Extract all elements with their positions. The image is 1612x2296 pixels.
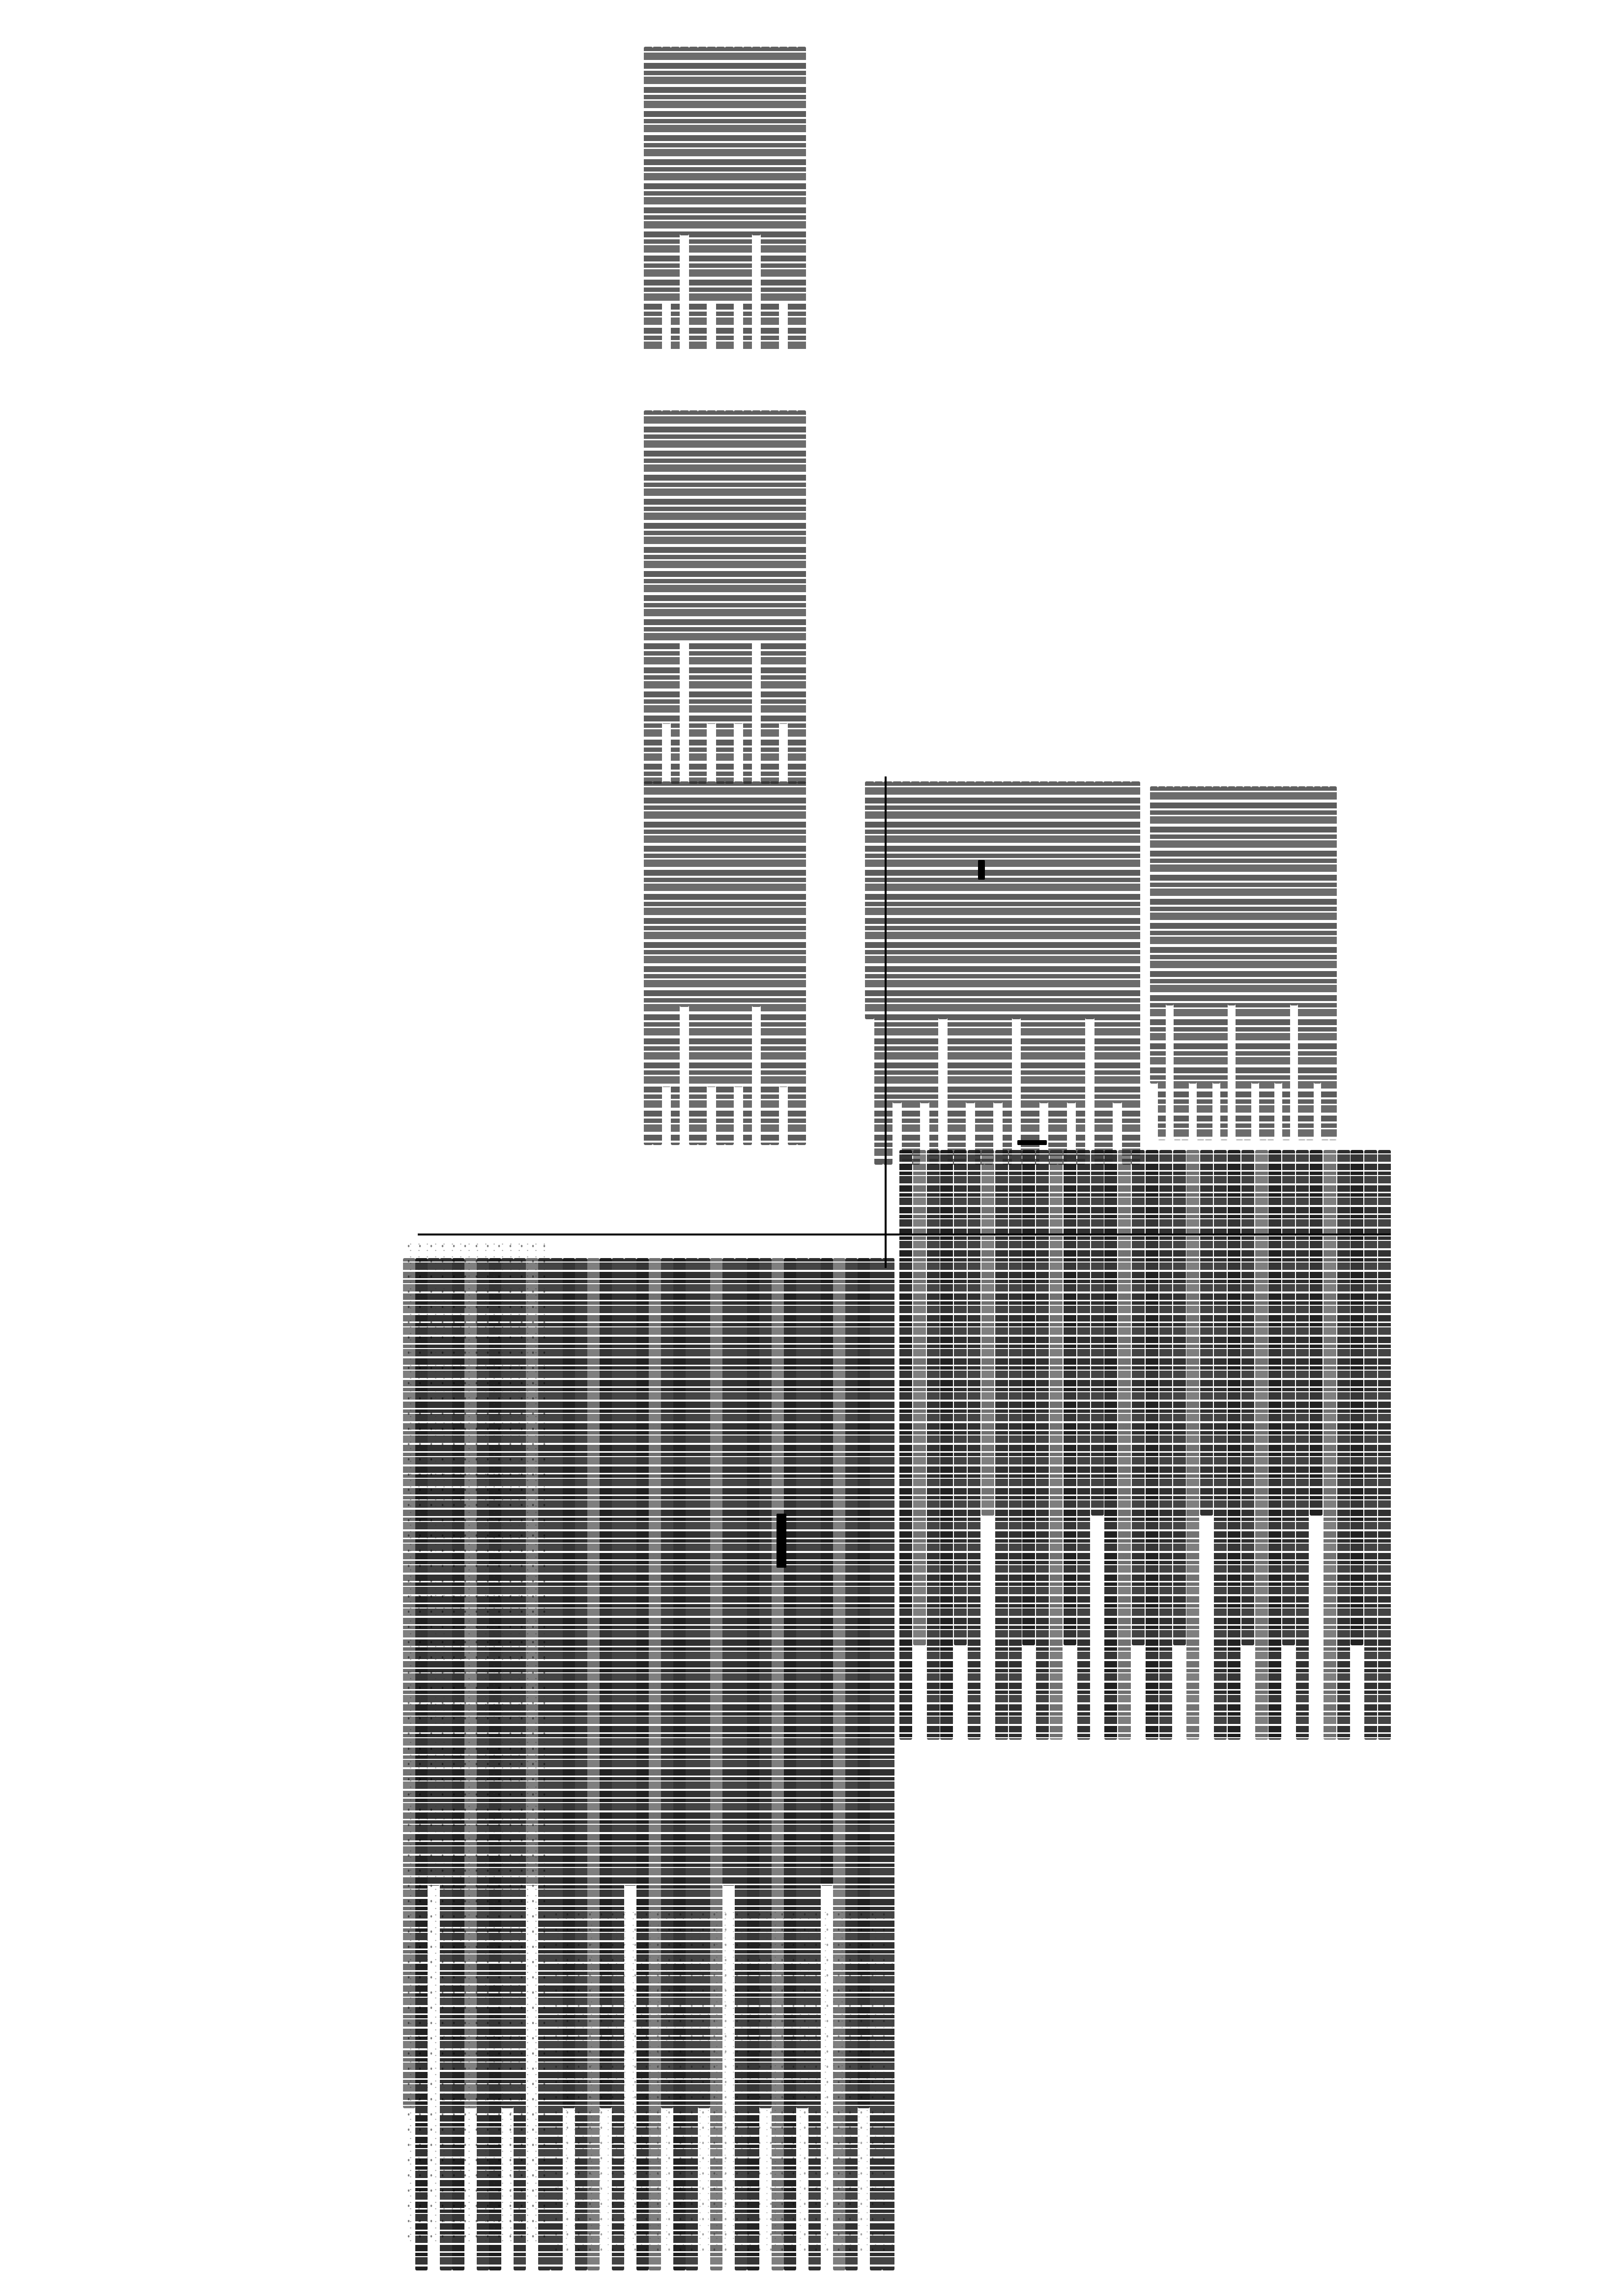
text-line xyxy=(761,781,770,1145)
text-line xyxy=(624,1258,636,1886)
text-line xyxy=(1146,1150,1158,1740)
text-line xyxy=(1267,786,1275,1140)
text-line xyxy=(929,781,939,1165)
text-line xyxy=(1022,1150,1035,1645)
text-line xyxy=(1364,1150,1377,1740)
article-column-top-right-lower xyxy=(644,410,806,784)
text-line xyxy=(1314,786,1322,1084)
text-line xyxy=(1030,781,1039,1165)
text-line xyxy=(707,410,716,724)
text-line xyxy=(899,1150,912,1740)
column-rule xyxy=(418,1234,1391,1235)
text-line xyxy=(689,47,698,351)
text-line xyxy=(653,781,662,1145)
text-line xyxy=(1351,1150,1363,1645)
text-line xyxy=(1214,1150,1227,1740)
text-line xyxy=(743,410,752,784)
text-line xyxy=(770,781,779,1145)
text-line xyxy=(779,781,788,1087)
text-line xyxy=(911,781,920,1165)
text-line xyxy=(1122,781,1131,1165)
text-line xyxy=(954,1150,967,1645)
text-line xyxy=(743,47,752,351)
text-line xyxy=(734,410,743,724)
text-line xyxy=(948,781,957,1165)
text-line xyxy=(1306,786,1314,1140)
text-line xyxy=(662,47,671,303)
text-line xyxy=(1085,781,1094,1019)
text-line xyxy=(1158,786,1166,1140)
text-line xyxy=(1067,781,1076,1103)
text-line xyxy=(1021,781,1030,1165)
text-line xyxy=(1296,1150,1309,1740)
text-line xyxy=(913,1150,926,1645)
text-line xyxy=(1094,781,1104,1165)
text-line xyxy=(1337,1150,1350,1740)
text-line xyxy=(779,47,788,303)
text-line xyxy=(1039,781,1049,1103)
text-line xyxy=(761,410,770,784)
text-line xyxy=(797,47,806,351)
text-line xyxy=(671,410,680,784)
article-column-middle-center xyxy=(865,781,1140,1165)
text-line xyxy=(797,781,806,1145)
text-line xyxy=(821,1258,833,1886)
text-line xyxy=(1189,786,1197,1084)
text-line xyxy=(1036,1150,1049,1740)
text-line xyxy=(716,410,725,784)
text-line xyxy=(761,47,770,351)
text-line xyxy=(957,781,966,1165)
text-line xyxy=(1077,1150,1090,1740)
text-line xyxy=(1255,1150,1268,1740)
text-line xyxy=(788,781,797,1145)
text-line xyxy=(743,781,752,1145)
text-line xyxy=(968,1150,980,1740)
text-line xyxy=(707,781,716,1087)
text-line xyxy=(1159,1150,1172,1740)
text-line xyxy=(1009,1150,1022,1740)
text-line xyxy=(1091,1150,1104,1516)
text-line xyxy=(1251,786,1259,1084)
text-line xyxy=(1268,1150,1281,1740)
text-line xyxy=(927,1150,940,1740)
text-line xyxy=(1228,1150,1240,1740)
article-column-lower-left xyxy=(899,1150,1391,1740)
text-line xyxy=(1113,781,1122,1103)
text-line xyxy=(689,410,698,784)
text-line xyxy=(752,47,761,235)
text-line xyxy=(707,47,716,303)
text-line xyxy=(920,781,929,1103)
text-line xyxy=(941,1150,953,1740)
text-line xyxy=(770,47,779,351)
text-line xyxy=(984,781,994,1165)
text-line xyxy=(1241,1150,1254,1645)
text-line xyxy=(770,410,779,784)
text-line xyxy=(653,47,662,351)
text-line xyxy=(752,410,761,642)
text-line xyxy=(1298,786,1306,1140)
text-line xyxy=(874,781,884,1165)
text-line xyxy=(725,781,734,1145)
text-line xyxy=(671,47,680,351)
scan-noise xyxy=(550,1907,894,2251)
text-line xyxy=(788,47,797,351)
text-line xyxy=(902,781,911,1165)
text-line xyxy=(1103,781,1113,1165)
text-line xyxy=(1220,786,1228,1140)
text-line xyxy=(788,410,797,784)
text-line xyxy=(1076,781,1085,1165)
text-line xyxy=(644,47,653,351)
text-line xyxy=(734,781,743,1087)
scan-noise xyxy=(403,1238,550,2246)
text-line xyxy=(1282,1150,1295,1645)
text-line xyxy=(689,781,698,1145)
text-line xyxy=(779,410,788,724)
text-line xyxy=(892,781,902,1103)
text-line xyxy=(653,410,662,784)
text-line xyxy=(716,47,725,351)
text-line xyxy=(1329,786,1337,1140)
text-line xyxy=(1321,786,1329,1140)
text-line xyxy=(680,410,689,642)
text-line xyxy=(1205,786,1212,1140)
text-line xyxy=(1243,786,1251,1140)
text-line xyxy=(1236,786,1243,1140)
text-line xyxy=(644,781,653,1145)
column-rule xyxy=(885,776,887,1268)
text-line xyxy=(1181,786,1189,1140)
text-line xyxy=(1212,786,1220,1084)
text-line xyxy=(1290,786,1298,1005)
text-line xyxy=(938,781,948,1019)
ink-mark xyxy=(777,1514,786,1568)
text-line xyxy=(1050,1150,1063,1740)
text-line xyxy=(722,1258,735,1886)
text-line xyxy=(698,47,707,351)
text-line xyxy=(752,781,761,1007)
text-line xyxy=(865,781,874,1019)
text-line xyxy=(716,781,725,1145)
text-line xyxy=(1118,1150,1131,1740)
text-line xyxy=(1378,1150,1391,1740)
article-column-top-right xyxy=(644,47,806,351)
text-line xyxy=(1064,1150,1076,1645)
ink-mark xyxy=(978,860,985,880)
ink-mark xyxy=(1017,1140,1047,1145)
text-line xyxy=(662,781,671,1087)
text-line xyxy=(993,781,1003,1103)
text-line xyxy=(1197,786,1205,1140)
text-line xyxy=(1173,1150,1186,1645)
text-line xyxy=(1228,786,1236,1005)
text-line xyxy=(1310,1150,1323,1516)
text-line xyxy=(1282,786,1290,1140)
text-line xyxy=(1131,781,1140,1165)
text-line xyxy=(966,781,975,1103)
text-line xyxy=(981,1150,994,1516)
text-line xyxy=(1174,786,1181,1140)
text-line xyxy=(975,781,984,1165)
text-line xyxy=(1058,781,1067,1165)
text-line xyxy=(995,1150,1008,1740)
text-line xyxy=(680,781,689,1007)
text-line xyxy=(1132,1150,1145,1645)
article-column-top-mid xyxy=(644,781,806,1145)
text-line xyxy=(644,410,653,784)
text-line xyxy=(1104,1150,1117,1740)
text-line xyxy=(734,47,743,303)
text-line xyxy=(1003,781,1012,1165)
text-line xyxy=(1166,786,1174,1005)
text-line xyxy=(698,410,707,784)
text-line xyxy=(1150,786,1158,1084)
text-line xyxy=(725,47,734,351)
article-column-middle-left xyxy=(1150,786,1337,1140)
text-line xyxy=(662,410,671,724)
text-line xyxy=(1274,786,1282,1084)
text-line xyxy=(1012,781,1021,1019)
text-line xyxy=(698,781,707,1145)
text-line xyxy=(1048,781,1058,1165)
text-line xyxy=(797,410,806,784)
text-line xyxy=(1186,1150,1199,1740)
text-line xyxy=(671,781,680,1145)
text-line xyxy=(1259,786,1267,1140)
text-line xyxy=(725,410,734,784)
text-line xyxy=(1324,1150,1336,1740)
text-line xyxy=(1200,1150,1213,1516)
text-line xyxy=(680,47,689,235)
